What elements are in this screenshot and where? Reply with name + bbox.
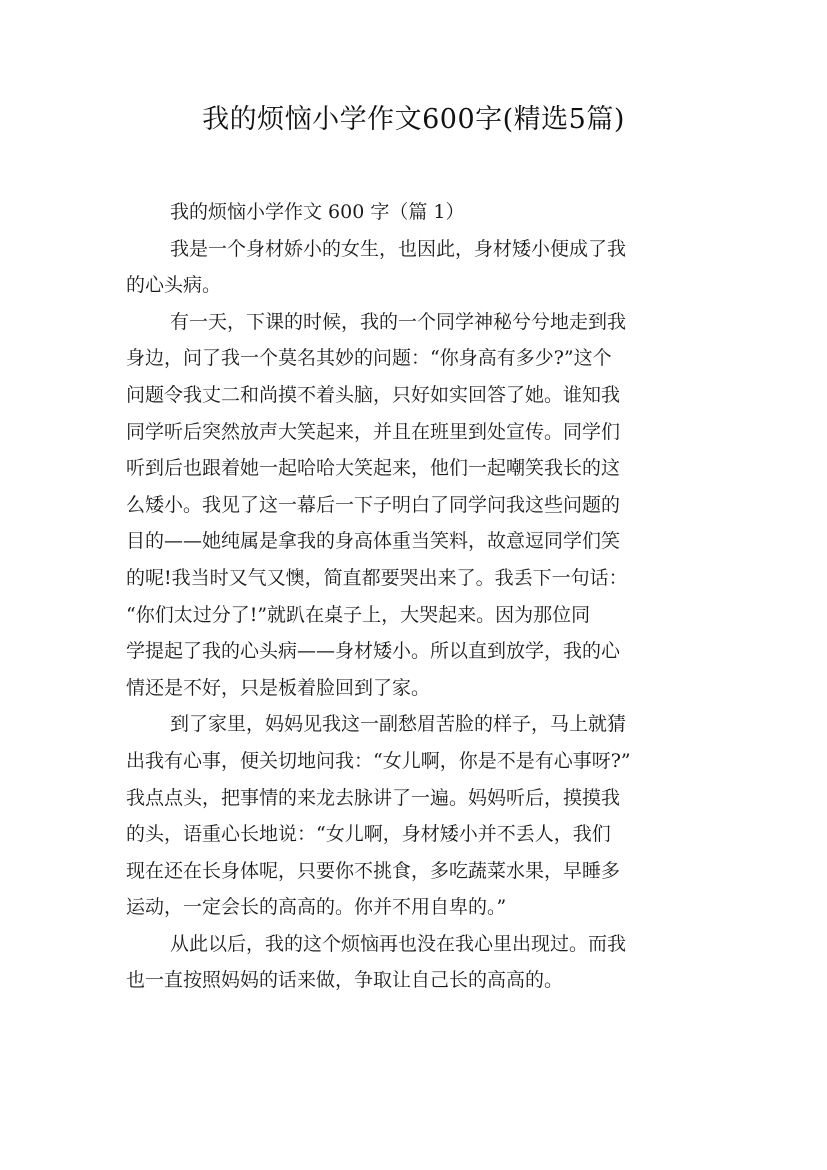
text-line: 目的——她纯属是拿我的身高体重当笑料，故意逗同学们笑 [126, 530, 621, 553]
text-line: 么矮小。我见了这一幕后一下子明白了同学问我这些问题的 [126, 493, 621, 516]
document-title: 我的烦恼小学作文600字(精选5篇) [202, 104, 625, 135]
text-line: 身边，问了我一个莫名其妙的问题：“你身高有多少?”这个 [126, 347, 612, 370]
text-line: 到了家里，妈妈见我这一副愁眉苦脸的样子，马上就猜 [170, 713, 627, 736]
text-line: 我点点头，把事情的来龙去脉讲了一遍。妈妈听后，摸摸我 [126, 786, 621, 809]
text-line: 的心头病。 [126, 274, 222, 297]
text-line: 出我有心事，便关切地问我：“女儿啊，你是不是有心事呀?” [126, 749, 631, 772]
text-line: 情还是不好，只是板着脸回到了家。 [126, 676, 431, 699]
text-line: 我的烦恼小学作文 600 字（篇 1） [170, 201, 465, 223]
text-line: “你们太过分了!”就趴在桌子上，大哭起来。因为那位同 [126, 603, 591, 626]
document-body [126, 194, 706, 999]
text-line: 也一直按照妈妈的话来做，争取让自己长的高高的。 [126, 969, 564, 992]
text-line: 有一天，下课的时候，我的一个同学神秘兮兮地走到我 [170, 310, 627, 333]
text-line: 问题令我丈二和尚摸不着头脑，只好如实回答了她。谁知我 [126, 383, 621, 406]
text-line: 的头，语重心长地说：“女儿啊，身材矮小并不丢人，我们 [126, 823, 611, 846]
text-line: 现在还在长身体呢，只要你不挑食，多吃蔬菜水果，早睡多 [126, 859, 621, 882]
text-line: 同学听后突然放声大笑起来，并且在班里到处宣传。同学们 [126, 420, 621, 443]
text-line: 听到后也跟着她一起哈哈大笑起来，他们一起嘲笑我长的这 [126, 457, 621, 480]
text-line: 我是一个身材娇小的女生，也因此，身材矮小便成了我 [170, 237, 627, 260]
text-line: 运动，一定会长的高高的。你并不用自卑的。” [126, 896, 507, 919]
text-line: 学提起了我的心头病——身材矮小。所以直到放学，我的心 [126, 640, 621, 663]
text-line: 从此以后，我的这个烦恼再也没在我心里出现过。而我 [170, 932, 627, 955]
text-line: 的呢!我当时又气又懊，简直都要哭出来了。我丢下一句话： [126, 566, 628, 589]
